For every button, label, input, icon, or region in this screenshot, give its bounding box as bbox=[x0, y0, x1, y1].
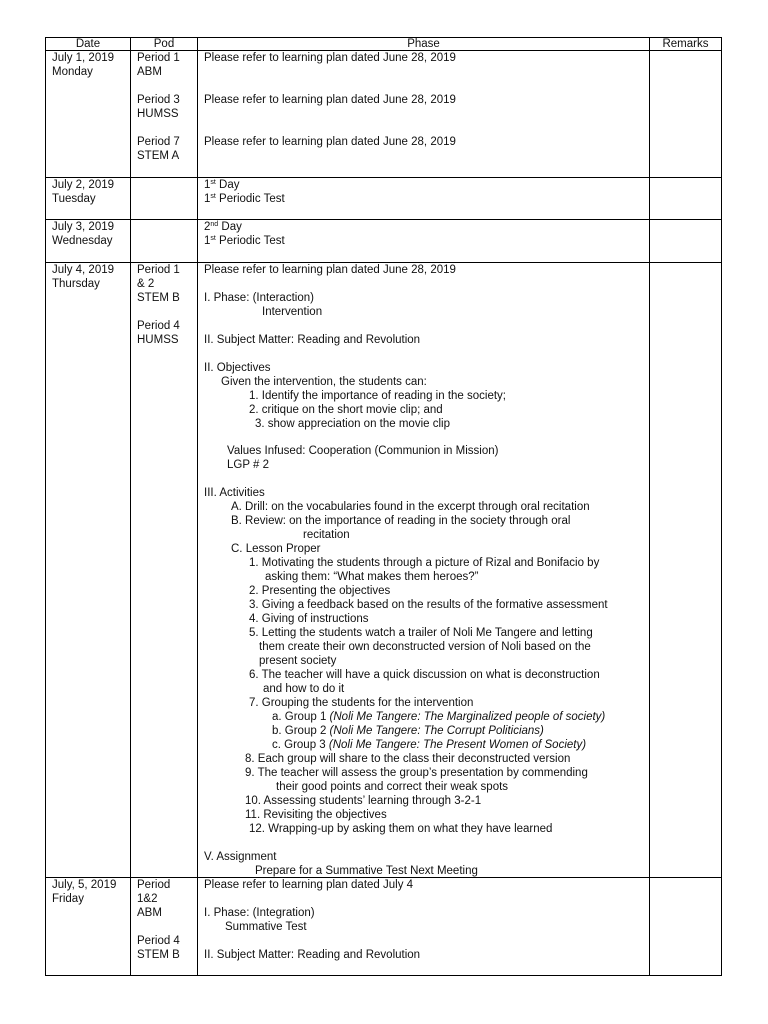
phase-text: II. Subject Matter: Reading and Revolution bbox=[204, 949, 421, 961]
day-text: Thursday bbox=[52, 278, 100, 290]
pod-text: HUMSS bbox=[137, 108, 179, 120]
day-text: Tuesday bbox=[52, 193, 96, 205]
header-phase: Phase bbox=[407, 38, 440, 50]
pod-text: Period 7 bbox=[137, 136, 180, 148]
pod-text: HUMSS bbox=[137, 334, 179, 346]
phase-text: LGP # 2 bbox=[227, 459, 269, 471]
header-remarks: Remarks bbox=[662, 38, 709, 50]
phase-text: I. Phase: (Integration) bbox=[204, 907, 315, 919]
phase-text: 8. Each group will share to the class their deconstructed version bbox=[245, 753, 571, 765]
phase-text: Values Infused: Cooperation (Communion in Mission) bbox=[227, 445, 499, 457]
pod-text: Period 4 bbox=[137, 320, 180, 332]
pod-text: Period 1 bbox=[137, 264, 180, 276]
phase-text: C. Lesson Proper bbox=[231, 543, 321, 555]
phase-text: and how to do it bbox=[263, 683, 345, 695]
date-text: July 2, 2019 bbox=[52, 179, 115, 191]
phase-text: B. Review: on the importance of reading in the society through oral bbox=[231, 515, 571, 527]
phase-text: c. Group 3 (Noli Me Tangere: The Present Women of Society) bbox=[272, 739, 587, 751]
phase-text: Given the intervention, the students can: bbox=[221, 376, 427, 388]
phase-text: 1st Periodic Test bbox=[204, 193, 285, 205]
phase-text: 1. Identify the importance of reading in the society; bbox=[249, 390, 506, 402]
phase-text: III. Activities bbox=[204, 487, 265, 499]
day-text: Friday bbox=[52, 893, 84, 905]
phase-text: 2. critique on the short movie clip; and bbox=[249, 404, 443, 416]
phase-text: present society bbox=[259, 655, 337, 667]
phase-text: Prepare for a Summative Test Next Meeting bbox=[255, 865, 478, 877]
phase-text: I. Phase: (Interaction) bbox=[204, 292, 314, 304]
phase-text: a. Group 1 (Noli Me Tangere: The Marginalized people of society) bbox=[272, 711, 606, 723]
header-pod: Pod bbox=[153, 38, 175, 50]
phase-text: 2nd Day bbox=[204, 221, 242, 233]
phase-text: Please refer to learning plan dated June 28, 2019 bbox=[204, 52, 456, 64]
phase-text: A. Drill: on the vocabularies found in the excerpt through oral recitation bbox=[231, 501, 590, 513]
phase-text: b. Group 2 (Noli Me Tangere: The Corrupt Politicians) bbox=[272, 725, 544, 737]
phase-text: 3. Giving a feedback based on the results of the formative assessment bbox=[249, 599, 608, 611]
pod-text: STEM B bbox=[137, 949, 180, 961]
phase-text: 1st Day bbox=[204, 179, 240, 191]
phase-text: recitation bbox=[303, 529, 350, 541]
phase-text: 10. Assessing students’ learning through 3-2-1 bbox=[245, 795, 482, 807]
pod-text: Period bbox=[137, 879, 171, 891]
phase-text: asking them: “What makes them heroes?” bbox=[265, 571, 479, 583]
phase-text: Intervention bbox=[262, 306, 323, 318]
phase-text: 5. Letting the students watch a trailer of Noli Me Tangere and letting bbox=[249, 627, 593, 639]
date-text: July, 5, 2019 bbox=[52, 879, 117, 891]
pod-text: STEM B bbox=[137, 292, 180, 304]
pod-text: Period 4 bbox=[137, 935, 180, 947]
date-text: July 1, 2019 bbox=[52, 52, 115, 64]
day-text: Wednesday bbox=[52, 235, 113, 247]
date-text: July 4, 2019 bbox=[52, 264, 115, 276]
phase-text: 7. Grouping the students for the intervention bbox=[249, 697, 474, 709]
phase-text: II. Subject Matter: Reading and Revolution bbox=[204, 334, 421, 346]
phase-text: 1. Motivating the students through a picture of Rizal and Bonifacio by bbox=[249, 557, 600, 569]
phase-text: them create their own deconstructed version of Noli based on the bbox=[259, 641, 591, 653]
phase-text: Please refer to learning plan dated June 28, 2019 bbox=[204, 136, 456, 148]
phase-text: Please refer to learning plan dated June 28, 2019 bbox=[204, 94, 456, 106]
phase-text: 3. show appreciation on the movie clip bbox=[255, 418, 450, 430]
phase-text: 11. Revisiting the objectives bbox=[245, 809, 387, 821]
pod-text: Period 3 bbox=[137, 94, 180, 106]
pod-text: Period 1 bbox=[137, 52, 180, 64]
pod-text: ABM bbox=[137, 907, 162, 919]
pod-text: STEM A bbox=[137, 150, 180, 162]
phase-text: 6. The teacher will have a quick discussion on what is deconstruction bbox=[249, 669, 600, 681]
date-text: July 3, 2019 bbox=[52, 221, 115, 233]
pod-text: & 2 bbox=[137, 278, 155, 290]
phase-text: Summative Test bbox=[225, 921, 307, 933]
phase-text: their good points and correct their weak spots bbox=[276, 781, 509, 793]
phase-text: V. Assignment bbox=[204, 851, 277, 863]
phase-text: 9. The teacher will assess the group’s presentation by commending bbox=[245, 767, 588, 779]
pod-text: ABM bbox=[137, 66, 162, 78]
phase-text: 4. Giving of instructions bbox=[249, 613, 369, 625]
phase-text: Please refer to learning plan dated July 4 bbox=[204, 879, 414, 891]
phase-text: Please refer to learning plan dated June 28, 2019 bbox=[204, 264, 456, 276]
phase-text: 12. Wrapping-up by asking them on what they have learned bbox=[249, 823, 553, 835]
phase-text: 2. Presenting the objectives bbox=[249, 585, 391, 597]
day-text: Monday bbox=[52, 66, 93, 78]
pod-text: 1&2 bbox=[137, 893, 158, 905]
phase-text: 1st Periodic Test bbox=[204, 235, 285, 247]
header-date: Date bbox=[75, 38, 101, 50]
phase-text: II. Objectives bbox=[204, 362, 271, 374]
